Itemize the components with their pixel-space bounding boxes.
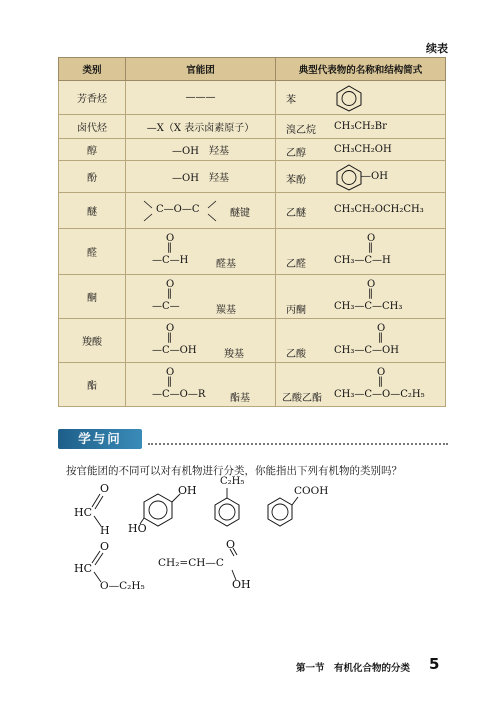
hydroxyl-label: OH xyxy=(178,484,197,497)
header-category: 类别 xyxy=(59,58,126,81)
carbonyl-oxygen: O xyxy=(166,279,175,290)
question-text: 按官能团的不同可以对有机物进行分类，你能指出下列有机物的类别吗？ xyxy=(66,465,402,477)
molecule-ethyl-formate xyxy=(70,540,150,600)
benzene-ring-icon xyxy=(334,84,364,112)
group-name: 羟基 xyxy=(208,173,229,184)
double-bond-mark: ‖ xyxy=(368,288,373,299)
example-cell xyxy=(276,139,446,161)
table-row xyxy=(59,81,446,115)
category-cell: 羧酸 xyxy=(59,319,126,363)
example-formula: —OH xyxy=(361,171,388,182)
molecule-hydroquinone xyxy=(128,480,208,542)
example-formula: CH₃CH₂Br xyxy=(334,121,387,132)
example-name: 苯酚 xyxy=(286,175,306,186)
category-cell: 酮 xyxy=(59,275,126,319)
category-cell: 酯 xyxy=(59,363,126,407)
header-example: 典型代表物的名称和结构简式 xyxy=(276,58,446,81)
example-name: 溴乙烷 xyxy=(286,125,316,136)
carbonyl-oxygen: O xyxy=(166,367,175,378)
example-cell xyxy=(276,319,446,363)
group-name: 羰基 xyxy=(216,305,236,316)
group-name: 酯基 xyxy=(230,393,250,404)
group-cell xyxy=(126,81,276,115)
example-formula: CH₃—C—O—C₂H₅ xyxy=(334,389,425,400)
section-title: 学与问 xyxy=(58,429,142,449)
carbonyl-oxygen: O xyxy=(166,323,175,334)
carbonyl-oxygen: O xyxy=(166,233,175,244)
table-row xyxy=(59,319,446,363)
group-text: —C—OH xyxy=(152,345,197,356)
example-cell xyxy=(276,363,446,407)
example-formula: CH₃CH₂OH xyxy=(334,144,392,155)
example-cell xyxy=(276,81,446,115)
section-banner xyxy=(58,429,448,449)
example-name: 丙酮 xyxy=(286,305,306,316)
hydroxyl-label: OH xyxy=(232,578,251,591)
category-cell: 卤代烃 xyxy=(59,115,126,139)
example-cell xyxy=(276,115,446,139)
dotted-divider xyxy=(148,443,448,445)
hydroxyl-label: HO xyxy=(128,522,147,535)
carbon-label: HC xyxy=(74,562,93,575)
category-cell: 醇 xyxy=(59,139,126,161)
carbonyl-oxygen: O xyxy=(367,233,376,244)
group-cell xyxy=(126,193,276,229)
example-formula: CH₃CH₂OCH₂CH₃ xyxy=(334,204,424,215)
group-name: 羟基 xyxy=(208,146,229,157)
footer-section: 第一节 有机化合物的分类 xyxy=(296,663,411,674)
example-formula: CH₃—C—H xyxy=(334,255,391,266)
table-row xyxy=(59,161,446,193)
carbon-label: HC xyxy=(74,506,93,519)
group-name: 醛基 xyxy=(216,259,236,270)
group-cell xyxy=(126,115,276,139)
double-bond-mark: ‖ xyxy=(378,332,383,343)
group-text: —X（X 表示卤素原子） xyxy=(146,123,255,134)
double-bond-mark: ‖ xyxy=(167,376,172,387)
molecule-acrylic-acid xyxy=(158,540,268,600)
chain-label: CH₂=CH—C xyxy=(158,557,224,569)
example-name: 乙醇 xyxy=(286,148,306,159)
ethoxy-label: O—C₂H₅ xyxy=(100,580,145,592)
hydrogen-label: H xyxy=(100,524,110,537)
table-header-row xyxy=(59,58,446,81)
group-text: —OH xyxy=(172,173,199,184)
double-bond-mark: ‖ xyxy=(167,242,172,253)
example-name: 乙醛 xyxy=(286,259,306,270)
category-cell: 酚 xyxy=(59,161,126,193)
carbonyl-oxygen: O xyxy=(367,279,376,290)
molecule-formaldehyde xyxy=(70,480,130,540)
group-cell xyxy=(126,139,276,161)
page-number: 5 xyxy=(429,655,440,673)
group-text: ——— xyxy=(185,92,216,103)
group-cell xyxy=(126,275,276,319)
group-cell xyxy=(126,229,276,275)
table-row xyxy=(59,275,446,319)
table-row xyxy=(59,115,446,139)
group-cell xyxy=(126,363,276,407)
carbonyl-oxygen: O xyxy=(377,323,386,334)
group-text: —C— xyxy=(152,301,180,312)
table-row xyxy=(59,363,446,407)
molecule-benzoic-acid xyxy=(258,482,338,538)
category-cell: 醛 xyxy=(59,229,126,275)
category-cell: 芳香烃 xyxy=(59,81,126,115)
continued-label: 续表 xyxy=(426,42,448,55)
example-cell xyxy=(276,229,446,275)
oxygen-label: O xyxy=(226,538,236,551)
group-cell xyxy=(126,161,276,193)
example-name: 苯 xyxy=(286,95,296,106)
functional-group-table xyxy=(58,57,446,407)
example-formula: CH₃—C—OH xyxy=(334,345,399,356)
group-text: C—O—C xyxy=(156,204,200,215)
ethyl-label: C₂H₅ xyxy=(220,476,245,487)
table-row xyxy=(59,139,446,161)
group-cell xyxy=(126,319,276,363)
carbonyl-oxygen: O xyxy=(377,367,386,378)
oxygen-label: O xyxy=(100,540,110,553)
group-name: 羧基 xyxy=(224,349,244,360)
phenol-ring-icon xyxy=(334,163,364,191)
example-cell xyxy=(276,193,446,229)
category-cell: 醚 xyxy=(59,193,126,229)
example-cell xyxy=(276,161,446,193)
table-row xyxy=(59,229,446,275)
double-bond-mark: ‖ xyxy=(378,376,383,387)
header-group: 官能团 xyxy=(126,58,276,81)
example-name: 乙醚 xyxy=(286,208,306,219)
double-bond-mark: ‖ xyxy=(167,288,172,299)
group-text: —C—H xyxy=(152,255,189,266)
example-name: 乙酸 xyxy=(286,349,306,360)
molecule-ethylbenzene xyxy=(208,474,258,534)
example-formula: CH₃—C—CH₃ xyxy=(334,301,403,312)
double-bond-mark: ‖ xyxy=(368,242,373,253)
example-name: 乙酸乙酯 xyxy=(282,393,322,404)
group-name: 醚键 xyxy=(230,208,250,219)
acrylic-acid-bonds xyxy=(158,540,268,600)
group-text: —C—O—R xyxy=(152,389,206,400)
table-row xyxy=(59,193,446,229)
example-cell xyxy=(276,275,446,319)
double-bond-mark: ‖ xyxy=(167,332,172,343)
group-text: —OH xyxy=(172,146,199,157)
oxygen-label: O xyxy=(100,482,110,495)
carboxyl-label: COOH xyxy=(294,485,329,497)
